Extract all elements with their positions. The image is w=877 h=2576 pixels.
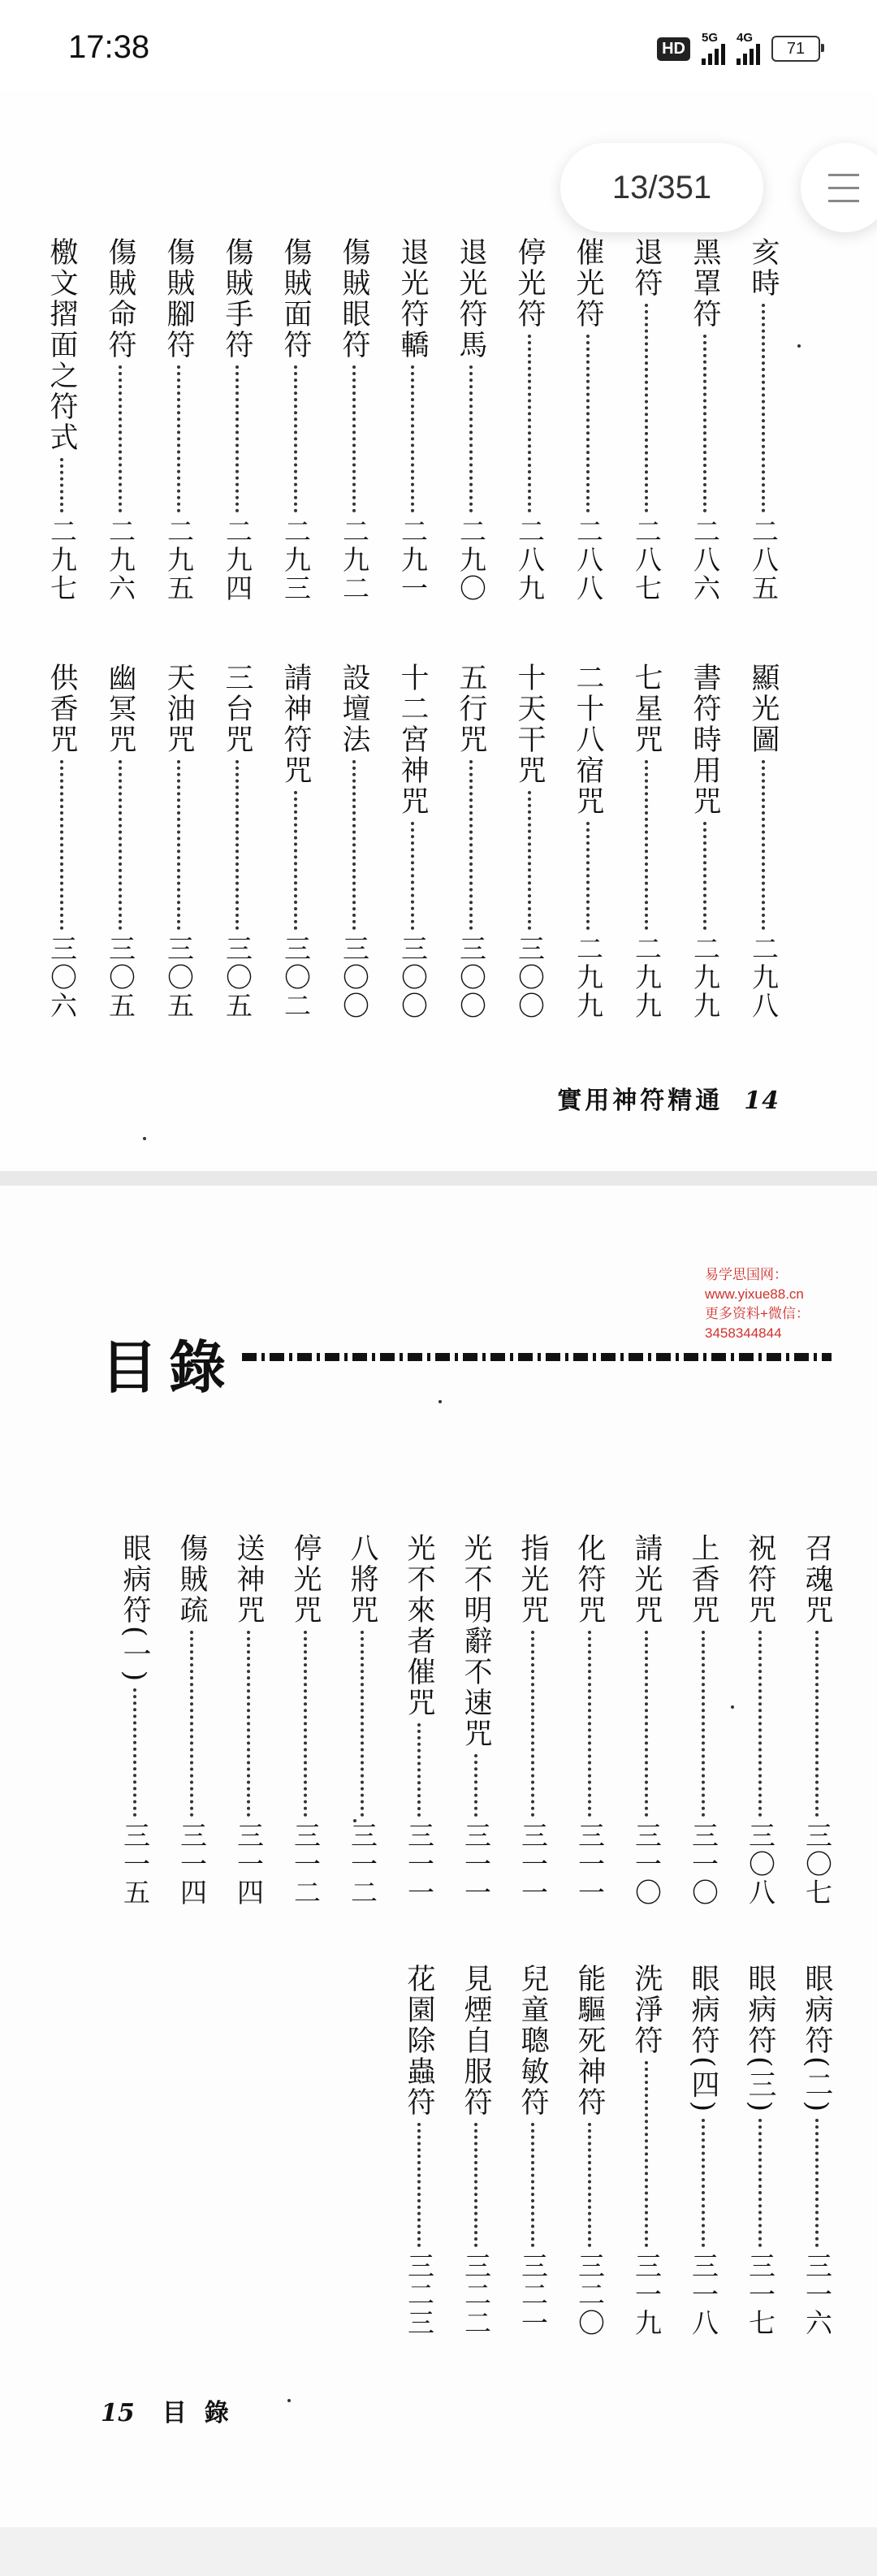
toc-entry-page: 三一六 (801, 2252, 833, 2337)
toc-leader-dots (474, 2123, 477, 2247)
reader-bottom-area (0, 2527, 877, 2576)
toc-entry-page: 三二一 (517, 2252, 549, 2337)
toc-entry-page: 三一一 (574, 1822, 606, 1907)
toc-entry-page: 三二三 (404, 2252, 435, 2337)
toc-leader-dots (352, 760, 356, 930)
toc-leader-dots (645, 304, 648, 512)
toc-entry-page: 三二二 (460, 2252, 492, 2337)
toc-entry-page: 三一〇 (631, 1822, 663, 1907)
toc-entry-title: 停光符 (513, 237, 546, 330)
toc-entry-title: 停光咒 (289, 1533, 322, 1626)
page-divider (0, 1171, 877, 1186)
toc-entry-page: 二九九 (689, 935, 721, 1020)
toc-leader-dots (815, 2119, 819, 2247)
toc-entry (685, 1533, 721, 1907)
toc-entry (458, 1533, 494, 1907)
status-time: 17:38 (68, 29, 150, 65)
toc-entry (102, 663, 138, 1020)
toc-leader-dots (417, 1723, 421, 1817)
toc-leader-dots (304, 1631, 307, 1817)
toc-leader-dots (815, 1631, 819, 1817)
toc-entry-title: 天油咒 (162, 663, 195, 755)
toc-entry (572, 1964, 607, 2337)
toc-leader-dots (294, 791, 297, 930)
toc-entry (570, 237, 606, 603)
hd-voice-icon: HD (657, 37, 690, 61)
toc-entry-page: 三一七 (745, 2252, 776, 2337)
toc-entry-title: 供香咒 (45, 663, 78, 755)
toc-entry (161, 663, 197, 1020)
toc-leader-dots (702, 1631, 705, 1817)
toc-entry (453, 237, 489, 603)
toc-leader-dots (177, 365, 180, 512)
toc-leader-dots (588, 2123, 591, 2247)
toc-entry (117, 1533, 153, 1907)
toc-leader-dots (645, 2061, 648, 2247)
toc-leader-dots (294, 365, 297, 512)
toc-leader-dots (528, 335, 531, 512)
toc-entry-page: 二九二 (339, 517, 370, 603)
toc-leader-dots (361, 1631, 364, 1817)
toc-entry (401, 1964, 437, 2337)
toc-entry-title: 三台咒 (221, 663, 253, 755)
toc-entry (512, 663, 547, 1020)
toc-entry-title: 退光符馬 (455, 237, 487, 361)
toc-entry-title: 傷賊疏 (175, 1533, 208, 1626)
toc-entry-page: 三一一 (460, 1822, 492, 1907)
toc-leader-dots (177, 760, 180, 930)
toc-entry (515, 1964, 551, 2337)
toc-leader-dots (119, 760, 122, 930)
toc-entry-title: 光不明辭不速咒 (460, 1533, 492, 1749)
toc-entry (44, 663, 80, 1020)
page-indicator[interactable]: 13/351 (560, 143, 763, 232)
toc-entry-title: 十二宮神咒 (396, 663, 429, 817)
toc-entry-title: 檄文摺面之符式 (45, 237, 78, 453)
toc-entry (102, 237, 138, 603)
toc-leader-dots (411, 822, 414, 930)
toc-entry-page: 三一一 (517, 1822, 549, 1907)
toc-entry-title: 眼病符(一) (119, 1533, 151, 1684)
heading-rule (242, 1353, 832, 1361)
toc-leader-dots (531, 1631, 534, 1817)
footer-section-title: 目錄 (162, 2399, 247, 2427)
toc-entry (161, 237, 197, 603)
toc-entry-title: 八將咒 (346, 1533, 378, 1626)
toc-entry-page: 二八六 (689, 517, 721, 603)
toc-entry-title: 退光符轎 (396, 237, 429, 361)
page-footer-14 (557, 1080, 780, 1116)
toc-entry-title: 十天干咒 (513, 663, 546, 786)
toc-leader-dots (762, 304, 765, 512)
toc-entry-title: 幽冥咒 (104, 663, 136, 755)
toc-entry-title: 催光符 (572, 237, 604, 330)
toc-leader-dots (758, 2119, 762, 2247)
watermark (705, 1265, 877, 1343)
toc-entry (44, 237, 80, 603)
signal-5g-icon (702, 32, 725, 65)
toc-entry-page: 三〇五 (163, 935, 195, 1020)
toc-entry (219, 237, 255, 603)
toc-entry (458, 1964, 494, 2337)
toc-entry-title: 召魂咒 (801, 1533, 833, 1626)
toc-entry (799, 1964, 835, 2337)
toc-entry-title: 洗淨符 (630, 1964, 663, 2056)
toc-leader-dots (588, 1631, 591, 1817)
toc-leader-dots (60, 760, 63, 930)
toc-leader-dots (645, 760, 648, 930)
toc-entry-title: 兒童聰敏符 (516, 1964, 549, 2118)
status-bar (0, 0, 877, 89)
footer-page-number: 15 (101, 2399, 135, 2427)
toc-entry-page: 三一八 (688, 2252, 719, 2337)
toc-entry (512, 237, 547, 603)
toc-entry-page: 三〇〇 (456, 935, 487, 1020)
toc-entry (231, 1533, 266, 1907)
battery-level: 71 (786, 39, 806, 58)
toc-entry-title: 傷賊面符 (279, 237, 312, 361)
battery-icon (771, 36, 820, 62)
toc-leader-dots (60, 458, 63, 512)
toc-entry-title: 光不來者催咒 (403, 1533, 435, 1718)
toc-entry-page: 二九五 (163, 517, 195, 603)
toc-entry-page: 三〇七 (801, 1822, 833, 1907)
toc-entry (174, 1533, 210, 1907)
toc-entry-title: 眼病符(四) (687, 1964, 719, 2115)
toc-leader-dots (531, 2123, 534, 2247)
toc-entry (685, 1964, 721, 2337)
toc-entry-page: 二九七 (46, 517, 78, 603)
toc-entry (287, 1533, 323, 1907)
toc-entry-page: 二八八 (572, 517, 604, 603)
toc-entry (629, 1533, 664, 1907)
toc-entry (395, 663, 430, 1020)
toc-entry-title: 七星咒 (630, 663, 663, 755)
toc-entry-title: 眼病符(三) (744, 1964, 776, 2115)
toc-entry-page: 二九九 (631, 935, 663, 1020)
toc-entry-page: 三一五 (119, 1822, 151, 1907)
toc-entry-page: 三〇〇 (339, 935, 370, 1020)
toc-leader-dots (703, 335, 706, 512)
toc-entry-title: 祝符咒 (744, 1533, 776, 1626)
page-footer-15 (101, 2392, 247, 2428)
toc-leader-dots (352, 365, 356, 512)
toc-entry-page: 三〇五 (105, 935, 136, 1020)
toc-entry-title: 花園除蟲符 (403, 1964, 435, 2118)
toc-entry-page: 三一二 (290, 1822, 322, 1907)
toc-entry-title: 傷賊腳符 (162, 237, 195, 361)
toc-entry-page: 三一二 (347, 1822, 378, 1907)
toc-entry (278, 237, 313, 603)
toc-entry-page: 三〇〇 (514, 935, 546, 1020)
toc-entry-page: 三一〇 (688, 1822, 719, 1907)
toc-entry-page: 二八九 (514, 517, 546, 603)
toc-entry-title: 見煙自服符 (460, 1964, 492, 2118)
toc-entry (572, 1533, 607, 1907)
watermark-line-1: 易学思国网：www.yixue88.cn (705, 1267, 804, 1302)
toc-entry-page: 三一一 (404, 1822, 435, 1907)
toc-entry-title: 請神符咒 (279, 663, 312, 786)
toc-entry-page: 三〇〇 (397, 935, 429, 1020)
toc-entry-title: 請光咒 (630, 1533, 663, 1626)
toc-entry (742, 1533, 778, 1907)
toc-leader-dots (586, 335, 590, 512)
toc-entry-page: 三一四 (233, 1822, 265, 1907)
toc-leader-dots (411, 365, 414, 512)
toc-leader-dots (133, 1688, 136, 1817)
toc-leader-dots (235, 760, 239, 930)
toc-entry-title: 書符時用咒 (689, 663, 721, 817)
toc-entry-page: 三〇八 (745, 1822, 776, 1907)
signal-4g-icon (737, 32, 760, 65)
toc-leader-dots (469, 760, 473, 930)
toc-entry-title: 能驅死神符 (573, 1964, 606, 2118)
toc-entry-title: 黑罩符 (689, 237, 721, 330)
toc-entry-page: 三〇五 (222, 935, 253, 1020)
toc-entry-page: 三一九 (631, 2252, 663, 2337)
toc-entry (687, 237, 723, 603)
toc-entry-title: 亥時 (747, 237, 780, 299)
toc-entry-page: 二八五 (748, 517, 780, 603)
toc-entry-page: 二八七 (631, 517, 663, 603)
toc-leader-dots (758, 1631, 762, 1817)
toc-entry-title: 化符咒 (573, 1533, 606, 1626)
toc-entry (344, 1533, 380, 1907)
toc-entry (629, 237, 664, 603)
footer-page-number: 14 (744, 1087, 780, 1115)
toc-entry (515, 1533, 551, 1907)
status-icons (657, 32, 820, 65)
toc-entry-title: 眼病符(二) (801, 1964, 833, 2115)
toc-entry (629, 1964, 664, 2337)
toc-leader-dots (703, 822, 706, 930)
toc-entry-page: 二九一 (397, 517, 429, 603)
toc-entry (745, 237, 781, 603)
toc-entry (570, 663, 606, 1020)
toc-entry-title: 二十八宿咒 (572, 663, 604, 817)
toc-leader-dots (474, 1754, 477, 1817)
watermark-line-2: 更多资料+微信：3458344844 (705, 1306, 810, 1341)
toc-entry (395, 237, 430, 603)
toc-entry-title: 傷賊眼符 (338, 237, 370, 361)
toc-entry-page: 二九三 (280, 517, 312, 603)
toc-entry (745, 663, 781, 1020)
toc-entry (799, 1533, 835, 1907)
toc-leader-dots (235, 365, 239, 512)
toc-leader-dots (247, 1631, 250, 1817)
toc-entry (219, 663, 255, 1020)
toc-leader-dots (586, 822, 590, 930)
toc-entry (336, 237, 372, 603)
toc-leader-dots (702, 2119, 705, 2247)
toc-entry-page: 二九〇 (456, 517, 487, 603)
toc-leader-dots (469, 365, 473, 512)
toc-entry-title: 指光咒 (516, 1533, 549, 1626)
signal-4g-label: 4G (737, 31, 754, 45)
toc-leader-dots (645, 1631, 648, 1817)
toc-entry-page: 二九六 (105, 517, 136, 603)
toc-entry-page: 二九九 (572, 935, 604, 1020)
toc-leader-dots (119, 365, 122, 512)
toc-entry (742, 1964, 778, 2337)
toc-entry-title: 退符 (630, 237, 663, 299)
toc-entry (629, 663, 664, 1020)
toc-entry-page: 二九八 (748, 935, 780, 1020)
toc-leader-dots (762, 760, 765, 930)
signal-5g-label: 5G (702, 31, 719, 45)
toc-entry-page: 三二〇 (574, 2252, 606, 2337)
toc-entry-page: 三一四 (176, 1822, 208, 1907)
toc-heading: 目錄 (101, 1333, 237, 1401)
toc-entry-page: 三〇二 (280, 935, 312, 1020)
toc-leader-dots (190, 1631, 193, 1817)
toc-entry-title: 上香咒 (687, 1533, 719, 1626)
toc-entry-title: 傷賊命符 (104, 237, 136, 361)
toc-entry-title: 設壇法 (338, 663, 370, 755)
footer-book-title: 實用神符精通 (557, 1087, 724, 1115)
toc-entry-page: 三〇六 (46, 935, 78, 1020)
toc-entry (336, 663, 372, 1020)
toc-entry-title: 送神咒 (232, 1533, 265, 1626)
toc-entry (453, 663, 489, 1020)
toc-leader-dots (417, 2123, 421, 2247)
toc-entry-title: 傷賊手符 (221, 237, 253, 361)
toc-entry-page: 二九四 (222, 517, 253, 603)
toc-entry-title: 五行咒 (455, 663, 487, 755)
toc-entry (278, 663, 313, 1020)
toc-entry (687, 663, 723, 1020)
toc-leader-dots (528, 791, 531, 930)
toc-entry-title: 顯光圖 (747, 663, 780, 755)
toc-entry (401, 1533, 437, 1907)
